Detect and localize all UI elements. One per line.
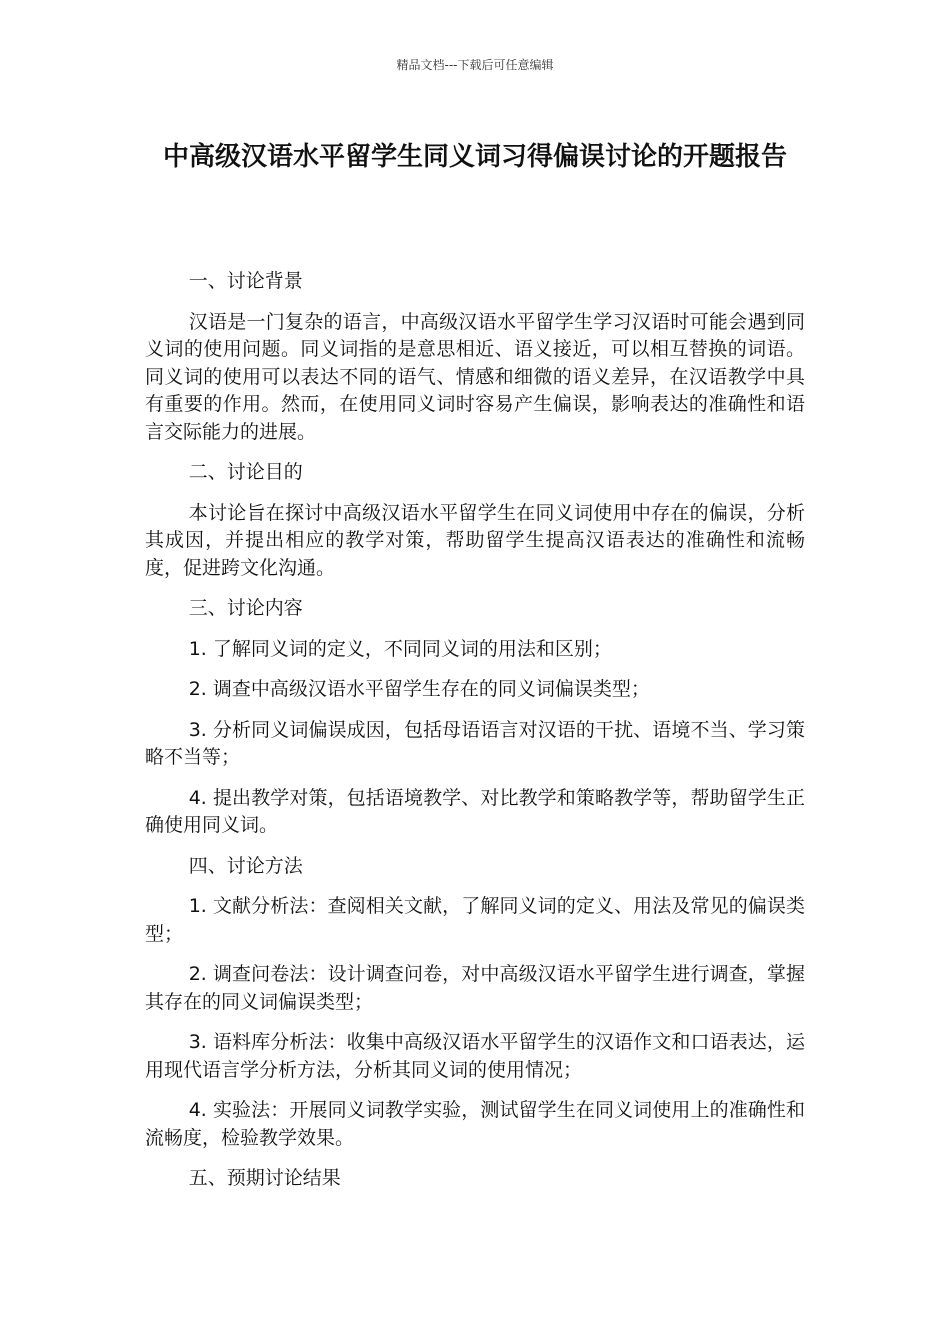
method-item-3: 3. 语料库分析法：收集中高级汉语水平留学生的汉语作文和口语表达，运用现代语言学分析方法，分析其同义词的使用情况； — [145, 1031, 805, 1081]
method-item-2: 2. 调查问卷法：设计调查问卷，对中高级汉语水平留学生进行调查，掌握其存在的同义词偏误类型； — [145, 963, 805, 1013]
section-heading-purpose: 二、讨论目的 — [188, 461, 303, 483]
content-item-1: 1. 了解同义词的定义，不同同义词的用法和区别； — [188, 637, 612, 660]
section-heading-method: 四、讨论方法 — [188, 854, 303, 877]
paragraph-background: 汉语是一门复杂的语言，中高级汉语水平留学生学习汉语时可能会遇到同义词的使用问题。同义词指的是意思相近、语义接近，可以相互替换的词语。同义词的使用可以表达不同的语气、情感和细微的语义差异，在汉语教学中具有重要的作用。然而，在使用同义词时容易产生偏误，影响表达的准确性和语言交际能力的进展。 — [145, 310, 805, 443]
paragraph-purpose: 本讨论旨在探讨中高级汉语水平留学生在同义词使用中存在的偏误，分析其成因，并提出相应的教学对策，帮助留学生提高汉语表达的准确性和流畅度，促进跨文化沟通。 — [145, 501, 805, 579]
section-heading-background: 一、讨论背景 — [188, 270, 303, 292]
section-heading-content: 三、讨论内容 — [188, 597, 303, 619]
content-item-2: 2. 调查中高级汉语水平留学生存在的同义词偏误类型； — [188, 678, 650, 700]
content-item-3: 3. 分析同义词偏误成因，包括母语语言对汉语的干扰、语境不当、学习策略不当等； — [145, 718, 805, 768]
section-heading-expected-results: 五、预期讨论结果 — [188, 1167, 341, 1189]
method-item-1: 1. 文献分析法：查阅相关文献，了解同义词的定义、用法及常见的偏误类型； — [145, 895, 805, 945]
header-watermark: 精品文档---下载后可任意编辑 — [396, 58, 554, 72]
method-item-4: 4. 实验法：开展同义词教学实验，测试留学生在同义词使用上的准确性和流畅度，检验教学效果。 — [145, 1099, 805, 1149]
content-item-4: 4. 提出教学对策，包括语境教学、对比教学和策略教学等，帮助留学生正确使用同义词。 — [145, 786, 805, 836]
document-body — [145, 268, 805, 1206]
document-title: 中高级汉语水平留学生同义词习得偏误讨论的开题报告 — [162, 142, 787, 172]
